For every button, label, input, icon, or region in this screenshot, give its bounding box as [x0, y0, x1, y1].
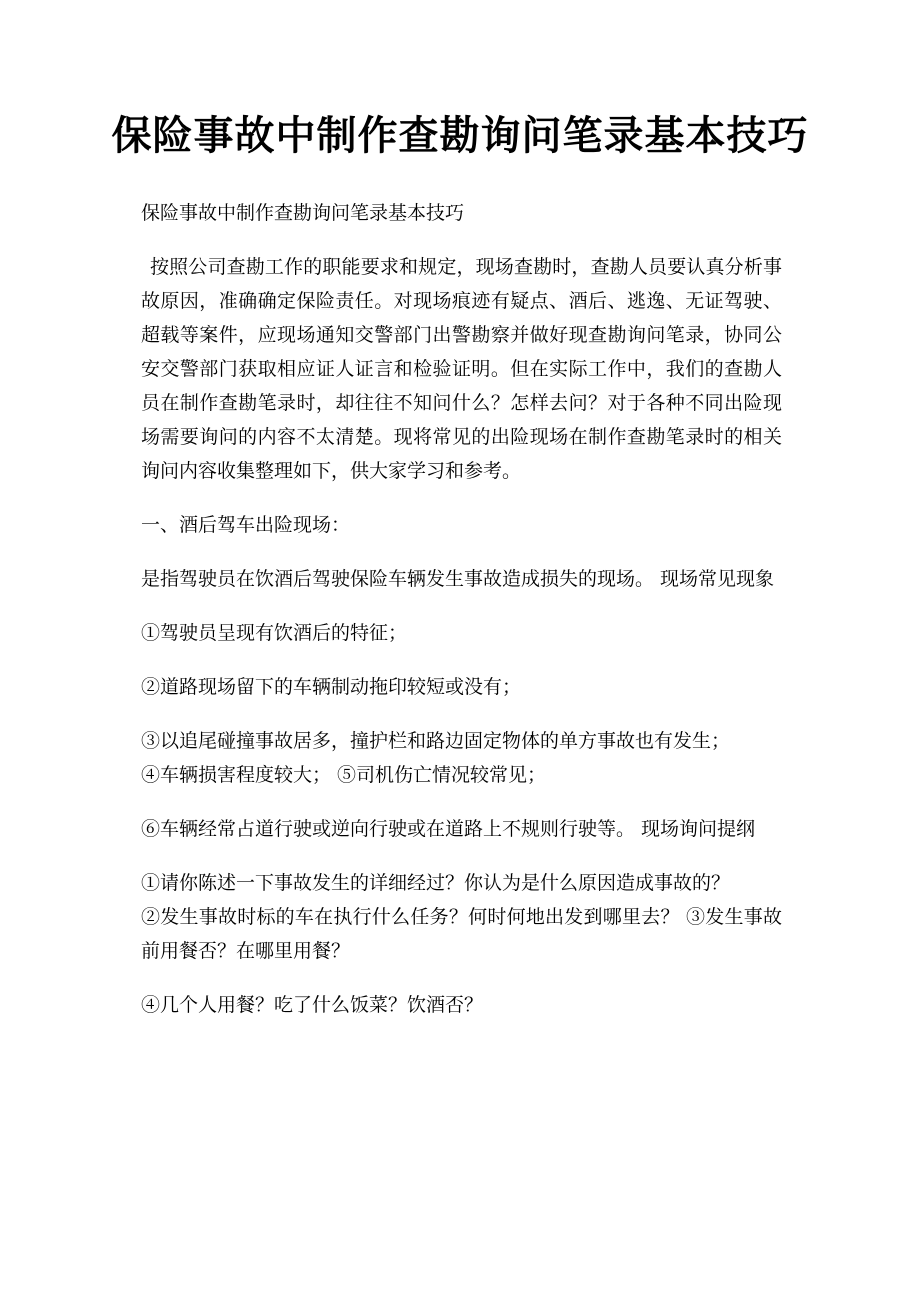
question-item-2-3: ②发生事故时标的车在执行什么任务？何时何地出发到哪里去？ ③发生事故前用餐否？在哪里用餐？	[141, 906, 782, 962]
phenomenon-item-6: ⑥车辆经常占道行驶或逆向行驶或在道路上不规则行驶等。 现场询问提纲	[141, 818, 756, 840]
document-subtitle: 保险事故中制作查勘询问笔录基本技巧	[141, 202, 465, 224]
question-item-4: ④几个人用餐？吃了什么饭菜？饮酒否？	[141, 994, 484, 1016]
document-title: 保险事故中制作查勘询问笔录基本技巧	[111, 112, 809, 159]
phenomenon-item-4-5: ④车辆损害程度较大； ⑤司机伤亡情况较常见；	[141, 764, 547, 786]
section-heading: 一、酒后驾车出险现场：	[141, 514, 351, 536]
phenomenon-item-2: ②道路现场留下的车辆制动拖印较短或没有；	[141, 676, 522, 698]
section-definition: 是指驾驶员在饮酒后驾驶保险车辆发生事故造成损失的现场。 现场常见现象	[141, 568, 775, 590]
phenomenon-item-1: ①驾驶员呈现有饮酒后的特征；	[141, 622, 408, 644]
question-item-1: ①请你陈述一下事故发生的详细经过？你认为是什么原因造成事故的？	[141, 872, 731, 894]
document-body	[141, 196, 782, 1042]
phenomenon-item-3: ③以追尾碰撞事故居多，撞护栏和路边固定物体的单方事故也有发生；	[141, 730, 731, 752]
intro-paragraph: 按照公司查勘工作的职能要求和规定，现场查勘时，查勘人员要认真分析事故原因，准确确定保险责任。对现场痕迹有疑点、酒后、逃逸、无证驾驶、超载等案件，应现场通知交警部门出警勘察并做好现查勘询问笔录，协同公安交警部门获取相应证人证言和检验证明。但在实际工作中，我们的查勘人员在制作查勘笔录时，却往往不知问什么？怎样去问？对于各种不同出险现场需要询问的内容不太清楚。现将常见的出险现场在制作查勘笔录时的相关询问内容收集整理如下，供大家学习和参考。	[141, 256, 782, 482]
